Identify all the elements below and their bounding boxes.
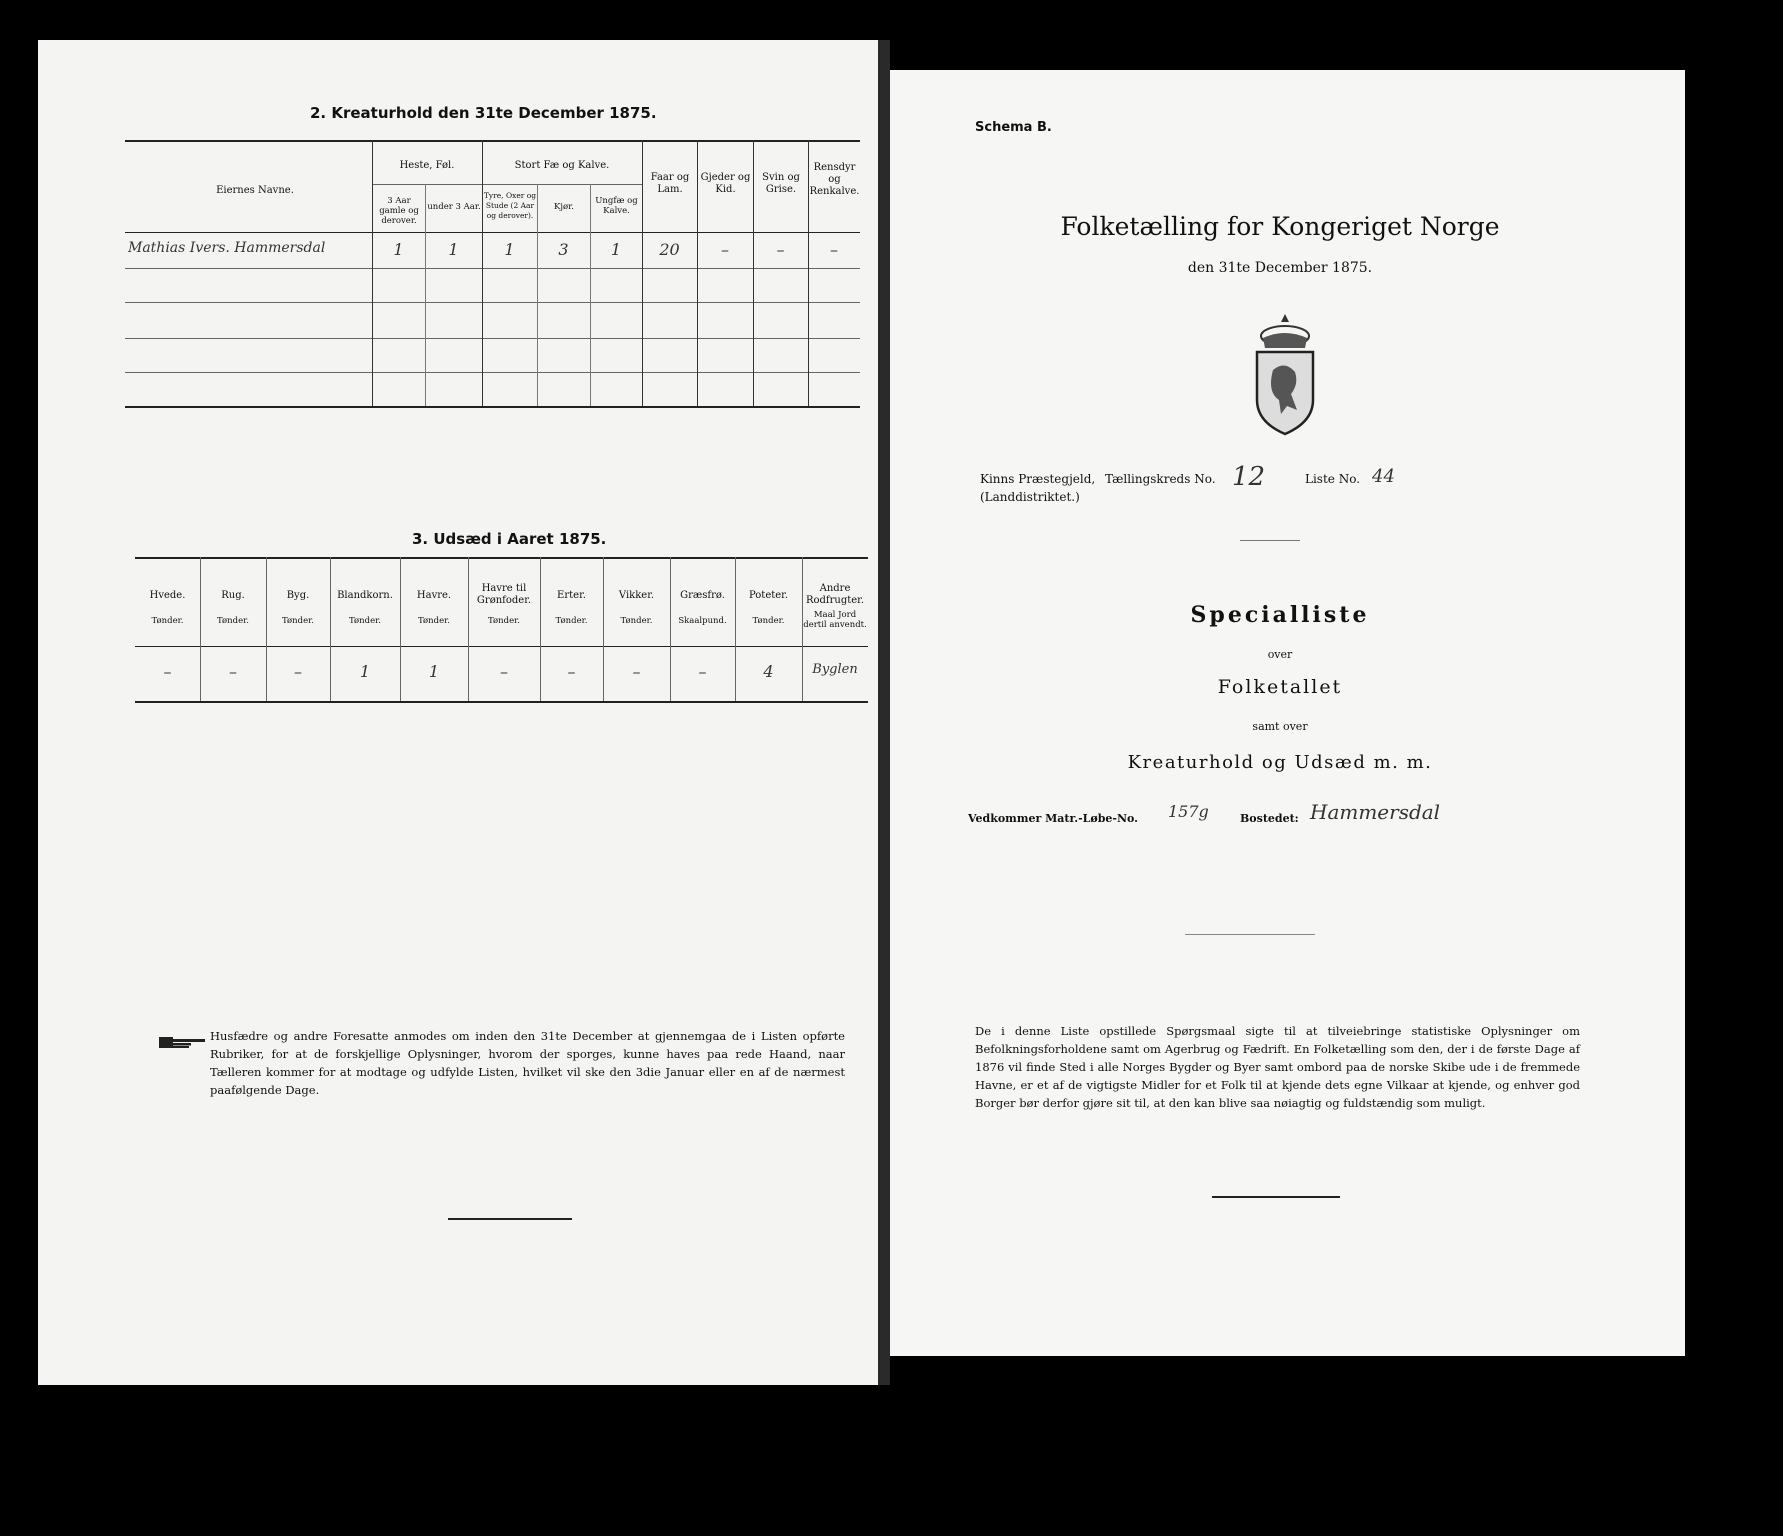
table3-unit: Tønder.	[151, 616, 184, 626]
table3-cell: –	[294, 662, 302, 681]
table3-header: Hvede.	[149, 590, 186, 601]
col-stort-fae: Stort Fæ og Kalve.	[514, 160, 610, 171]
col-svin: Svin og Grise.	[762, 172, 800, 195]
table2-bottom-rule	[125, 406, 860, 408]
liste-value: 44	[1372, 466, 1395, 487]
table3-header-rule	[135, 646, 868, 647]
schema-label: Schema B.	[975, 120, 1052, 135]
table3-header: Græsfrø.	[680, 590, 725, 601]
tellingskreds-value: 12	[1232, 462, 1266, 492]
table3-header: Havre til Grønfoder.	[476, 583, 532, 606]
landdistrikt-label: (Landdistriktet.)	[980, 490, 1080, 504]
table3-header: Vikker.	[618, 590, 655, 601]
col-gjeder: Gjeder og Kid.	[700, 172, 751, 195]
left-footer-rule	[448, 1218, 572, 1220]
table2-col-line	[590, 184, 591, 406]
table3-header: Byg.	[286, 590, 310, 601]
col-heste: Heste, Føl.	[399, 160, 455, 171]
table3-cell: 4	[763, 662, 774, 681]
samt-over-text: samt over	[1252, 720, 1308, 733]
table2-row-rule	[125, 372, 860, 373]
table3-unit: Tønder.	[349, 616, 381, 626]
table2-cell: 1	[610, 240, 622, 259]
table3-header: Rug.	[221, 590, 245, 601]
table3-cell: 1	[428, 662, 440, 681]
table3-header: Blandkorn.	[337, 590, 393, 601]
section3-title: 3. Udsæd i Aaret 1875.	[412, 530, 607, 548]
table2-subrule	[482, 184, 642, 185]
table2-cell: –	[721, 240, 729, 259]
folketallet-heading: Folketallet	[1217, 676, 1343, 698]
col-rensdyr: Rensdyr og Renkalve.	[809, 162, 860, 197]
table3-unit: Tønder.	[282, 616, 314, 626]
table3-cell: –	[567, 662, 576, 681]
table2-cell: 3	[558, 240, 569, 259]
table2-subrule	[372, 184, 482, 185]
book-spine	[878, 40, 890, 1385]
table3-unit: Tønder.	[217, 616, 249, 626]
table3-bottom-rule	[135, 701, 868, 703]
tellingskreds-label: Tællingskreds No.	[1105, 472, 1216, 486]
table2-top-rule	[125, 140, 860, 142]
table3-unit: Skaalpund.	[678, 616, 727, 626]
prestegjeld-label: Kinns Præstegjeld,	[980, 472, 1096, 486]
table2-col-line	[425, 184, 426, 406]
table3-cell: –	[632, 662, 641, 681]
table3-cell: –	[500, 662, 508, 681]
bostedet-label: Bostedet:	[1240, 812, 1299, 825]
right-divider-2	[1185, 934, 1315, 935]
table2-row-rule	[125, 302, 860, 303]
table3-header: Poteter.	[748, 590, 789, 601]
table3-unit: Maal Jord dertil anvendt.	[803, 610, 867, 630]
table3-header: Havre.	[416, 590, 452, 601]
col-eiernes-navne: Eiernes Navne.	[216, 185, 294, 196]
owner-name-cell: Mathias Ivers. Hammersdal	[128, 240, 326, 256]
bostedet-value: Hammersdal	[1310, 800, 1441, 824]
table3-cell: –	[163, 662, 172, 681]
specialliste-heading: Specialliste	[1190, 602, 1370, 628]
table3-header: Erter.	[557, 590, 586, 601]
col-tyre-oxer: Tyre, Oxer og Stude (2 Aar og derover).	[483, 191, 537, 220]
col-kjor: Kjør.	[554, 202, 574, 212]
table3-unit: Tønder.	[555, 616, 588, 626]
table2-cell: –	[776, 240, 785, 259]
table3-unit: Tønder.	[620, 616, 653, 626]
footer-paragraph: De i denne Liste opstillede Spørgsmaal sigte til at tilveiebringe statistiske Oplysninger om Befolkningsforholdene samt om Agerbrug og Fædrift. En Folketælling som den, der i de første Dage af 1876 vil finde Sted i alle Norges Bygder og Byer samt ombord paa de norske Skibe ude i de fremmede Havne, er et af de vigtigste Midler for et Folk til at kjende dets egne Vilkaar at kjende, og enhver god Borger bør derfor gjøre sit til, at den kan blive saa nøiagtig og fuldstændig som muligt.	[975, 1024, 1580, 1110]
table3-unit: Tønder.	[488, 616, 520, 626]
right-footer-rule	[1212, 1196, 1340, 1198]
table2-cell: 1	[448, 240, 459, 259]
table2-cell: 20	[659, 240, 680, 259]
matr-value: 157g	[1168, 802, 1209, 821]
col-heste-under3: under 3 Aar.	[427, 202, 481, 212]
table2-row-rule	[125, 338, 860, 339]
table2-row-rule	[125, 268, 860, 269]
col-faar: Faar og Lam.	[650, 172, 690, 195]
table2-cell: –	[830, 240, 838, 259]
table3-unit: Tønder.	[418, 616, 450, 626]
table3-cell: 1	[359, 662, 371, 681]
matr-label: Vedkommer Matr.-Løbe-No.	[968, 812, 1138, 825]
table2-col-line	[537, 184, 538, 406]
main-title: Folketælling for Kongeriget Norge	[1060, 212, 1500, 241]
table3-cell: –	[229, 662, 237, 681]
main-date: den 31te December 1875.	[1187, 260, 1373, 276]
table3-cell: –	[698, 662, 707, 681]
table2-col-line	[372, 140, 373, 406]
pointing-hand-icon	[158, 1033, 192, 1049]
liste-label: Liste No.	[1305, 472, 1361, 486]
col-heste-3aar: 3 Aar gamle og derover.	[379, 196, 419, 226]
table2-cell: 1	[393, 240, 404, 259]
over-text: over	[1267, 648, 1293, 661]
section2-title: 2. Kreaturhold den 31te December 1875.	[310, 104, 657, 122]
table3-cell: Byglen	[812, 662, 858, 677]
notice-text: Husfædre og andre Foresatte anmodes om inden den 31te December at gjennemgaa de i Listen opførte Rubriker, for at de forskjellige Oplysninger, hvorom der sporges, kunne haves paa rede Haand, naar Tælleren kommer for at modtage og udfylde Listen, hvilket vil ske den 3die Januar eller en af de nærmest paafølgende Dage.	[210, 1029, 845, 1097]
table3-header: Andre Rodfrugter.	[805, 583, 865, 606]
table2-col-line	[482, 140, 483, 406]
col-ungfae: Ungfæ og Kalve.	[595, 196, 638, 216]
table3-unit: Tønder.	[752, 616, 785, 626]
table2-cell: 1	[504, 240, 515, 259]
right-divider	[1240, 540, 1300, 541]
table2-header-rule	[125, 232, 860, 233]
norwegian-coat-of-arms-icon	[1245, 310, 1325, 440]
kreaturhold-heading: Kreaturhold og Udsæd m. m.	[1127, 752, 1433, 773]
table3-top-rule	[135, 557, 868, 559]
